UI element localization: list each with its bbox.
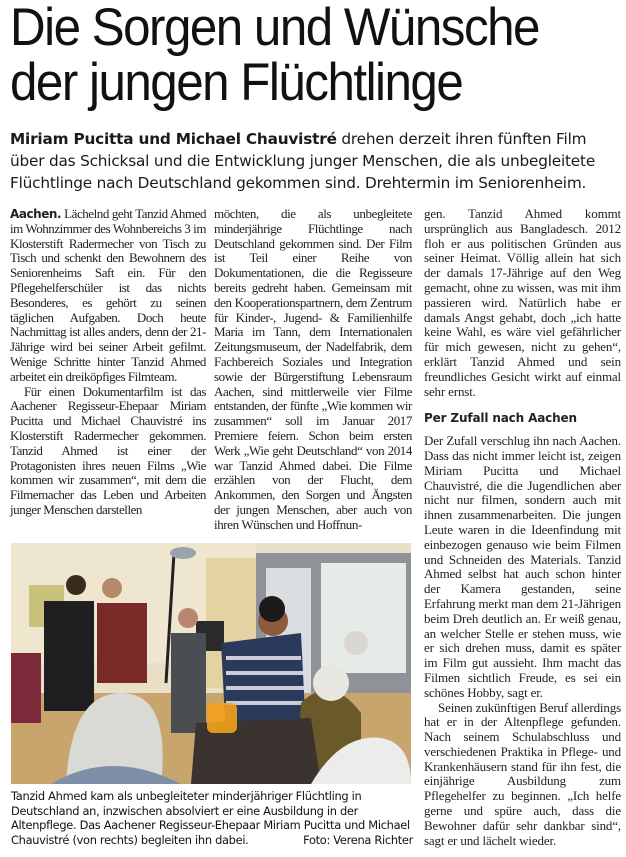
dateline: Aachen.	[10, 207, 62, 221]
photo-credit: Foto: Verena Richter	[303, 832, 413, 847]
paragraph	[10, 207, 206, 385]
headline	[10, 0, 583, 110]
article-column-1	[10, 207, 206, 518]
deck-text: drehen derzeit ihren fünften Film über das Schicksal und die Entwicklung junger Menschen, die als unbegleitete Flüchtlinge nach Deutschland gekommen sind. Drehtermin im Seniorenheim.	[10, 130, 596, 192]
photo-caption	[11, 789, 413, 847]
paragraph: Für einen Dokumentarfilm ist das Aachener Regisseur-Ehepaar Miriam Pucitta und Michael Chauvistré ins Klosterstift Radermecher gekommen. Tanzid Ahmed ist einer der Protagonisten ihres neuen Films „Wie kommen wir zusammen“, mit dem die Filmemacher das Leben und Arbeiten junger Menschen darstellen	[10, 383, 206, 517]
article-photo	[11, 543, 411, 784]
caption-text: Tanzid Ahmed kam als unbegleiteter minderjähriger Flüchtling in Deutschland an, inzwischen absolviert er eine Ausbildung in der Altenpflege. Das Aachener Regisseur-Ehepaar Miriam Pucitta und Michael Chauvistré (von rechts) begleiten ihn dabei.	[11, 789, 410, 847]
paragraph: Der Zufall verschlug ihn nach Aachen. Dass das nicht immer leicht ist, zeigen Miriam Pucitta und Michael Chauvistré, die die Jugendlichen aber nicht nur filmen, sondern auch mit ihnen zusammenarbeiten. Die jungen Leute waren in die Ideenfindung mit einbezogen genauso wie beim Filmen und Schneiden des Materials. Tanzid Ahmed selbst hat auch schon hinter der Kamera gestanden, seine Erfahrung merkt man dem 21-Jährigen beim Dreh deutlich an. Er weiß genau, an welcher Stelle er stehen muss, wie er sich drehen muss, damit es später im Film gut aussieht. Ihm macht das Filmen sichtlich Freude, es sei ein schönes Hobby, sagt er.	[424, 433, 621, 700]
paragraph: gen. Tanzid Ahmed kommt ursprünglich aus Bangladesch. 2012 floh er aus politischen Gründen aus seiner Heimat. Völlig allein hat sich der damals 17-Jährige auf den Weg gemacht, ohne zu wissen, was mit ihm passieren wird. Natürlich habe er damals Angst gehabt, doch „ich hatte keine Wahl, es wäre viel gefährlicher für mich gewesen, nicht zu gehen“, erklärt Tanzid Ahmed und sein freundliches Gesicht wirkt auf einmal sehr ernst.	[424, 206, 621, 399]
headline-line-2: der jungen Flüchtlinge	[10, 53, 463, 112]
article-deck	[10, 128, 620, 194]
article-column-2	[214, 207, 412, 533]
article-column-3	[424, 207, 621, 848]
photo-illustration	[11, 543, 411, 784]
deck-bold-names: Miriam Pucitta und Michael Chauvistré	[10, 130, 337, 148]
paragraph: Seinen zukünftigen Beruf allerdings hat er in der Altenpflege gefunden. Nach seinem Schulabschluss und verschiedenen Praktika in Pflege- und Krankenhäusern stand für ihn fest, die einjährige Ausbildung zum Pflegehelfer zu beginnen. „Ich helfe gerne und spüre auch, dass die Bewohner dafür sehr dankbar sind“, sagt er und lächelt wieder.	[424, 699, 621, 848]
paragraph: möchten, die als unbegleitete minderjährige Flüchtlinge nach Deutschland gekommen sind. Der Film ist Teil einer Reihe von Dokumentationen, die die Regisseure bereits gedreht haben. Gemeinsam mit den Kooperationspartnern, dem Zentrum für Kinder-, Jugend- & Familienhilfe Maria im Tann, dem Internationalen Zeitungsmuseum, der Nadelfabrik, dem Fachbereich Soziales und Integration sowie der Bürgerstiftung Lebensraum Aachen, sind mittlerweile vier Filme entstanden, der fünfte „Wie kommen wir zusammen“ soll im Januar 2017 Premiere feiern. Schon beim ersten Werk „Wie geht Deutschland“ von 2014 war Tanzid Ahmed dabei. Die Filme erzählen von der Flucht, dem Ankommen, den Sorgen und Ängsten der jungen Menschen, aber auch von ihren Wünschen und Hoffnun-	[214, 206, 412, 532]
subheading: Per Zufall nach Aachen	[424, 411, 577, 426]
paragraph-text: Lächelnd geht Tanzid Ahmed im Wohnzimmer des Wohnbereichs 3 im Klosterstift Radermecher von Tisch zu Tisch und schenkt den Bewohnern des Seniorenheims Saft ein. Für den Pflegehelferschüler ist das nichts Besonderes, es gehört zu seinen täglichen Aufgaben. Doch heute Nachmittag ist alles anders, denn der 21-Jährige wird bei seiner Arbeit gefilmt. Wenige Schritte hinter Tanzid Ahmed arbeitet ein dreiköpfiges Filmteam.	[10, 206, 206, 384]
headline-line-1: Die Sorgen und Wünsche	[10, 0, 539, 57]
